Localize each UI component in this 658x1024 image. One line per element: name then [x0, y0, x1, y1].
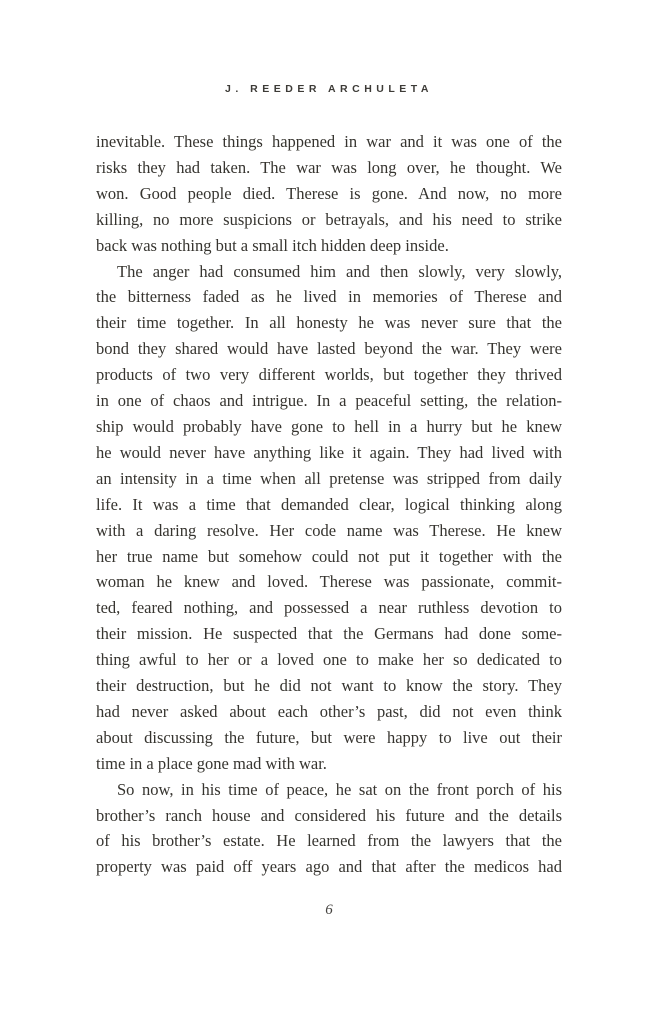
text-line: life. It was a time that demanded clear, logical thinking along — [96, 494, 562, 514]
text-line: with a daring resolve. Her code name was Therese. He knew — [96, 520, 562, 540]
text-line: her true name but somehow could not put it together with the — [96, 546, 562, 566]
text-line: he would never have anything like it again. They had lived with — [96, 442, 562, 462]
text-line: property was paid off years ago and that after the medicos had — [96, 857, 562, 877]
text-line: the bitterness faded as he lived in memories of Therese and — [96, 287, 562, 307]
text-line: brother’s ranch house and considered his future and the details — [96, 805, 562, 825]
paragraph — [96, 777, 562, 881]
text-line: The anger had consumed him and then slowly, very slowly, — [117, 261, 562, 281]
text-line: had never asked about each other’s past, did not even think — [96, 701, 562, 721]
text-line: thing awful to her or a loved one to make her so dedicated to — [96, 650, 562, 670]
text-line: their time together. In all honesty he was never sure that the — [96, 313, 562, 333]
text-line: ted, feared nothing, and possessed a near ruthless devotion to — [96, 598, 562, 618]
text-line: an intensity in a time when all pretense was stripped from daily — [96, 468, 562, 488]
text-line: time in a place gone mad with war. — [96, 753, 327, 773]
text-line: products of two very different worlds, but together they thrived — [96, 365, 562, 385]
text-line: their mission. He suspected that the Germans had done some- — [96, 624, 562, 644]
text-line: woman he knew and loved. Therese was passionate, commit- — [96, 572, 562, 592]
text-line: risks they had taken. The war was long over, he thought. We — [96, 157, 562, 177]
text-line: So now, in his time of peace, he sat on the front porch of his — [117, 779, 562, 799]
text-line: inevitable. These things happened in war and it was one of the — [96, 132, 562, 151]
text-line: back was nothing but a small itch hidden deep inside. — [96, 235, 449, 255]
body-text — [96, 129, 562, 880]
paragraph — [96, 129, 562, 259]
text-line: their destruction, but he did not want to know the story. They — [96, 676, 562, 696]
text-line: ship would probably have gone to hell in a hurry but he knew — [96, 416, 562, 436]
paragraph — [96, 259, 562, 777]
text-line: won. Good people died. Therese is gone. And now, no more — [96, 183, 562, 203]
text-line: of his brother’s estate. He learned from the lawyers that the — [96, 831, 562, 851]
text-line: bond they shared would have lasted beyond the war. They were — [96, 339, 562, 359]
running-header-author: J. REEDER ARCHULETA — [224, 83, 433, 95]
text-line: in one of chaos and intrigue. In a peaceful setting, the relation- — [96, 391, 562, 411]
text-line: killing, no more suspicions or betrayals, and his need to strike — [96, 209, 562, 229]
text-line: about discussing the future, but were happy to live out their — [96, 727, 562, 747]
page-number: 6 — [325, 902, 333, 918]
